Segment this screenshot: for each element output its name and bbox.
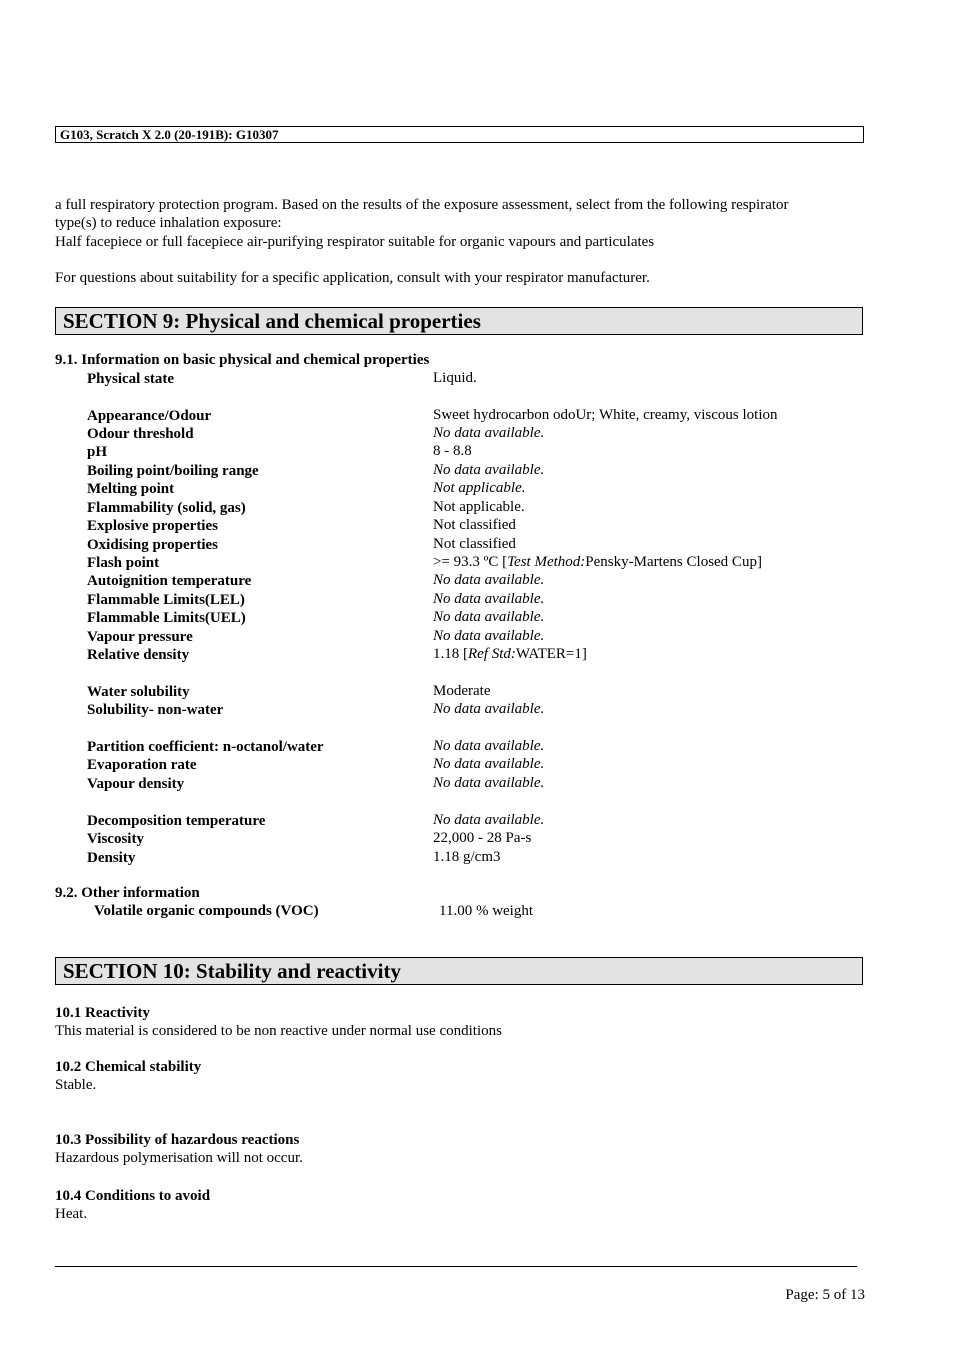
property-value: No data available. (433, 425, 545, 441)
chemical-stability-text: Stable. (55, 1077, 97, 1093)
property-value: No data available. (433, 609, 545, 625)
property-value-qualifier: Ref Std: (468, 646, 516, 662)
property-label: Vapour pressure (87, 629, 193, 645)
voc-label: Volatile organic compounds (VOC) (94, 903, 319, 919)
intro-line-1: a full respiratory protection program. Based on the results of the exposure assessment, select from the following respirator (55, 197, 789, 213)
section-10-header (55, 957, 863, 985)
property-label: Oxidising properties (87, 537, 218, 553)
property-value: No data available. (433, 756, 545, 772)
property-label: Flammability (solid, gas) (87, 500, 246, 516)
subsection-9-1-heading: 9.1. Information on basic physical and chemical properties (55, 352, 430, 368)
property-value: 22,000 - 28 Pa-s (433, 830, 532, 846)
property-label: Flammable Limits(LEL) (87, 592, 245, 608)
property-label: Decomposition temperature (87, 813, 266, 829)
property-label: Solubility- non-water (87, 702, 224, 718)
property-label: Explosive properties (87, 518, 218, 534)
hazardous-reactions-text: Hazardous polymerisation will not occur. (55, 1150, 303, 1166)
property-label: Evaporation rate (87, 757, 197, 773)
property-value-suffix: WATER=1] (515, 646, 587, 662)
property-label: Appearance/Odour (87, 408, 212, 424)
property-label: Viscosity (87, 831, 144, 847)
property-value: 8 - 8.8 (433, 443, 472, 459)
property-label: Melting point (87, 481, 175, 497)
property-value: Not applicable. (433, 480, 526, 496)
document-header (55, 126, 864, 143)
conditions-to-avoid-text: Heat. (55, 1206, 88, 1222)
property-value: 1.18 g/cm3 (433, 849, 501, 865)
intro-line-3: Half facepiece or full facepiece air-purifying respirator suitable for organic vapours and particulates (55, 234, 655, 250)
property-value: No data available. (433, 775, 545, 791)
property-label: Physical state (87, 371, 175, 387)
intro-line-4: For questions about suitability for a specific application, consult with your respirator manufacturer. (55, 270, 650, 286)
property-label: Water solubility (87, 684, 190, 700)
property-label: pH (87, 444, 108, 460)
property-value: No data available. (433, 462, 545, 478)
property-value: No data available. (433, 701, 545, 717)
property-label: Density (87, 850, 136, 866)
property-value-prefix: 1.18 [ (433, 646, 468, 662)
property-value: Not applicable. (433, 499, 525, 515)
product-identifier: G103, Scratch X 2.0 (20-191B): G10307 (60, 127, 279, 142)
property-value: Not classified (433, 536, 516, 552)
section-9-title: SECTION 9: Physical and chemical properties (63, 309, 481, 333)
property-value-prefix: >= 93.3 ºC [ (433, 554, 508, 570)
subsection-9-2-heading: 9.2. Other information (55, 885, 200, 901)
property-value-qualifier: Test Method: (507, 554, 586, 570)
section-10-title: SECTION 10: Stability and reactivity (63, 959, 401, 983)
property-value (433, 553, 762, 571)
property-label: Partition coefficient: n-octanol/water (87, 739, 324, 755)
property-value: No data available. (433, 628, 545, 644)
property-label: Autoignition temperature (87, 573, 252, 589)
property-value: Not classified (433, 517, 516, 533)
intro-line-2: type(s) to reduce inhalation exposure: (55, 215, 282, 231)
reactivity-text: This material is considered to be non reactive under normal use conditions (55, 1023, 502, 1039)
voc-value: 11.00 % weight (439, 903, 534, 919)
property-value: Moderate (433, 683, 491, 699)
property-label: Flash point (87, 555, 160, 571)
property-value: No data available. (433, 812, 545, 828)
section-9-header (55, 307, 863, 335)
footer-divider (55, 1266, 857, 1267)
property-value: Liquid. (433, 370, 477, 386)
property-label: Boiling point/boiling range (87, 463, 259, 479)
property-value-suffix: Pensky-Martens Closed Cup] (585, 554, 762, 570)
property-value: No data available. (433, 591, 545, 607)
property-label: Flammable Limits(UEL) (87, 610, 246, 626)
property-value: No data available. (433, 738, 545, 754)
property-value: No data available. (433, 572, 545, 588)
reactivity-heading: 10.1 Reactivity (55, 1005, 150, 1021)
conditions-to-avoid-heading: 10.4 Conditions to avoid (55, 1188, 211, 1204)
property-value: Sweet hydrocarbon odoUr; White, creamy, viscous lotion (433, 407, 778, 423)
property-value (433, 645, 587, 663)
property-label: Odour threshold (87, 426, 194, 442)
chemical-stability-heading: 10.2 Chemical stability (55, 1059, 202, 1075)
page-number: Page: 5 of 13 (785, 1287, 865, 1303)
property-label: Vapour density (87, 776, 185, 792)
property-label: Relative density (87, 647, 190, 663)
hazardous-reactions-heading: 10.3 Possibility of hazardous reactions (55, 1132, 300, 1148)
